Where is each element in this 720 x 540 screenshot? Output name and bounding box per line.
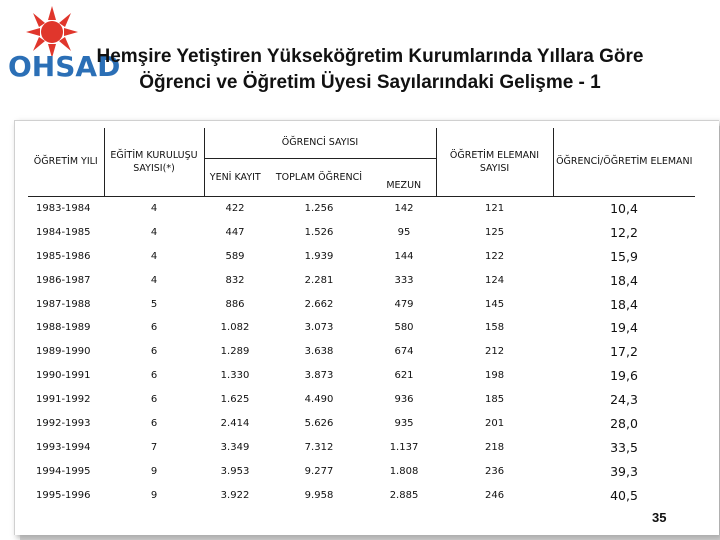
logo-text: OHSAD [8,50,121,83]
year-cell: 1992-1993 [36,417,91,429]
new-enrollment-cell: 1.625 [220,394,250,406]
total-students-cell: 1.526 [304,226,334,238]
table-row [28,483,695,507]
graduates-cell: 621 [394,370,414,382]
faculty-cell: 158 [484,322,505,334]
graduates-cell: 95 [397,226,411,238]
total-students-cell: 2.662 [304,298,334,310]
new-enrollment-cell: 3.349 [220,441,250,453]
table-row [28,196,695,220]
graduates-cell: 1.808 [389,465,419,477]
faculty-cell: 124 [484,274,505,286]
year-cell: 1990-1991 [36,370,91,382]
table-row [28,220,695,244]
table-row [28,459,695,483]
year-cell: 1991-1992 [36,394,91,406]
graduates-cell: 674 [394,346,414,358]
graduates-cell: 935 [394,417,414,429]
year-cell: 1985-1986 [36,250,91,262]
graduates-cell: 936 [394,394,414,406]
institutions-cell: 9 [150,465,158,477]
new-enrollment-cell: 589 [225,250,245,262]
header-faculty: ÖĞRETİM ELEMANI SAYISI [436,128,553,196]
ratio-cell: 17,2 [610,344,638,360]
ratio-cell: 18,4 [610,296,638,312]
header-total-students: TOPLAM ÖĞRENCİ [266,158,372,196]
total-students-cell: 1.939 [304,250,334,262]
ratio-cell: 39,3 [610,463,638,479]
institutions-cell: 4 [150,250,158,262]
faculty-cell: 212 [484,346,505,358]
header-new-enrollment: YENİ KAYIT [204,158,266,196]
title-line-2: Öğrenci ve Öğretim Üyesi Sayılarındaki Gelişme - 1 [139,72,601,93]
faculty-cell: 198 [484,370,505,382]
data-table [28,128,695,507]
ratio-cell: 24,3 [610,392,638,408]
institutions-cell: 6 [150,394,158,406]
institutions-cell: 5 [150,298,158,310]
graduates-cell: 142 [394,202,414,214]
institutions-cell: 6 [150,322,158,334]
header-student-count: ÖĞRENCİ SAYISI [204,128,436,158]
faculty-cell: 121 [484,202,505,214]
new-enrollment-cell: 3.953 [220,465,250,477]
ratio-cell: 19,6 [610,368,638,384]
new-enrollment-cell: 3.922 [220,489,250,501]
faculty-cell: 185 [484,394,505,406]
institutions-cell: 6 [150,417,158,429]
faculty-cell: 201 [484,417,505,429]
graduates-cell: 580 [394,322,414,334]
total-students-cell: 2.281 [304,274,334,286]
institutions-cell: 4 [150,274,158,286]
header-ratio: ÖĞRENCİ/ÖĞRETİM ELEMANI [553,128,695,196]
institutions-cell: 6 [150,346,158,358]
total-students-cell: 3.638 [304,346,334,358]
table-row [28,316,695,340]
new-enrollment-cell: 2.414 [220,417,250,429]
ratio-cell: 33,5 [610,439,638,455]
year-cell: 1995-1996 [36,489,91,501]
ratio-cell: 18,4 [610,272,638,288]
total-students-cell: 5.626 [304,417,334,429]
faculty-cell: 125 [484,226,505,238]
total-students-cell: 9.958 [304,489,334,501]
table-row [28,244,695,268]
table-row [28,364,695,388]
new-enrollment-cell: 832 [225,274,245,286]
header-year: ÖĞRETİM YILI [28,128,104,196]
page-title [60,44,680,96]
graduates-cell: 2.885 [389,489,419,501]
table-row [28,340,695,364]
table-row [28,268,695,292]
ratio-cell: 19,4 [610,320,638,336]
table-row [28,435,695,459]
table-row [28,292,695,316]
total-students-cell: 7.312 [304,441,334,453]
institutions-cell: 4 [150,226,158,238]
graduates-cell: 144 [394,250,414,262]
year-cell: 1994-1995 [36,465,91,477]
total-students-cell: 9.277 [304,465,334,477]
year-cell: 1993-1994 [36,441,91,453]
new-enrollment-cell: 886 [225,298,245,310]
total-students-cell: 4.490 [304,394,334,406]
new-enrollment-cell: 447 [225,226,245,238]
title-line-1: Hemşire Yetiştiren Yükseköğretim Kurumlarında Yıllara Göre [96,46,644,67]
new-enrollment-cell: 1.082 [220,322,250,334]
year-cell: 1984-1985 [36,226,91,238]
page-number: 35 [652,510,667,525]
faculty-cell: 246 [484,489,505,501]
faculty-cell: 145 [484,298,505,310]
graduates-cell: 479 [394,298,414,310]
year-cell: 1986-1987 [36,274,91,286]
graduates-cell: 333 [394,274,414,286]
table-row [28,412,695,436]
total-students-cell: 3.873 [304,370,334,382]
institutions-cell: 6 [150,370,158,382]
year-cell: 1987-1988 [36,298,91,310]
year-cell: 1988-1989 [36,322,91,334]
total-students-cell: 1.256 [304,202,334,214]
year-cell: 1983-1984 [36,202,91,214]
total-students-cell: 3.073 [304,322,334,334]
table-row [28,388,695,412]
new-enrollment-cell: 1.330 [220,370,250,382]
new-enrollment-cell: 422 [225,202,245,214]
graduates-cell: 1.137 [389,441,419,453]
new-enrollment-cell: 1.289 [220,346,250,358]
ratio-cell: 12,2 [610,224,638,240]
header-graduates: MEZUN [372,158,436,196]
faculty-cell: 218 [484,441,505,453]
institutions-cell: 7 [150,441,158,453]
faculty-cell: 236 [484,465,505,477]
ratio-cell: 15,9 [610,248,638,264]
header-institutions: EĞİTİM KURULUŞU SAYISI(*) [104,128,204,196]
ratio-cell: 10,4 [610,200,638,216]
institutions-cell: 4 [150,202,158,214]
faculty-cell: 122 [484,250,505,262]
institutions-cell: 9 [150,489,158,501]
ratio-cell: 40,5 [610,487,638,503]
ratio-cell: 28,0 [610,415,638,431]
year-cell: 1989-1990 [36,346,91,358]
